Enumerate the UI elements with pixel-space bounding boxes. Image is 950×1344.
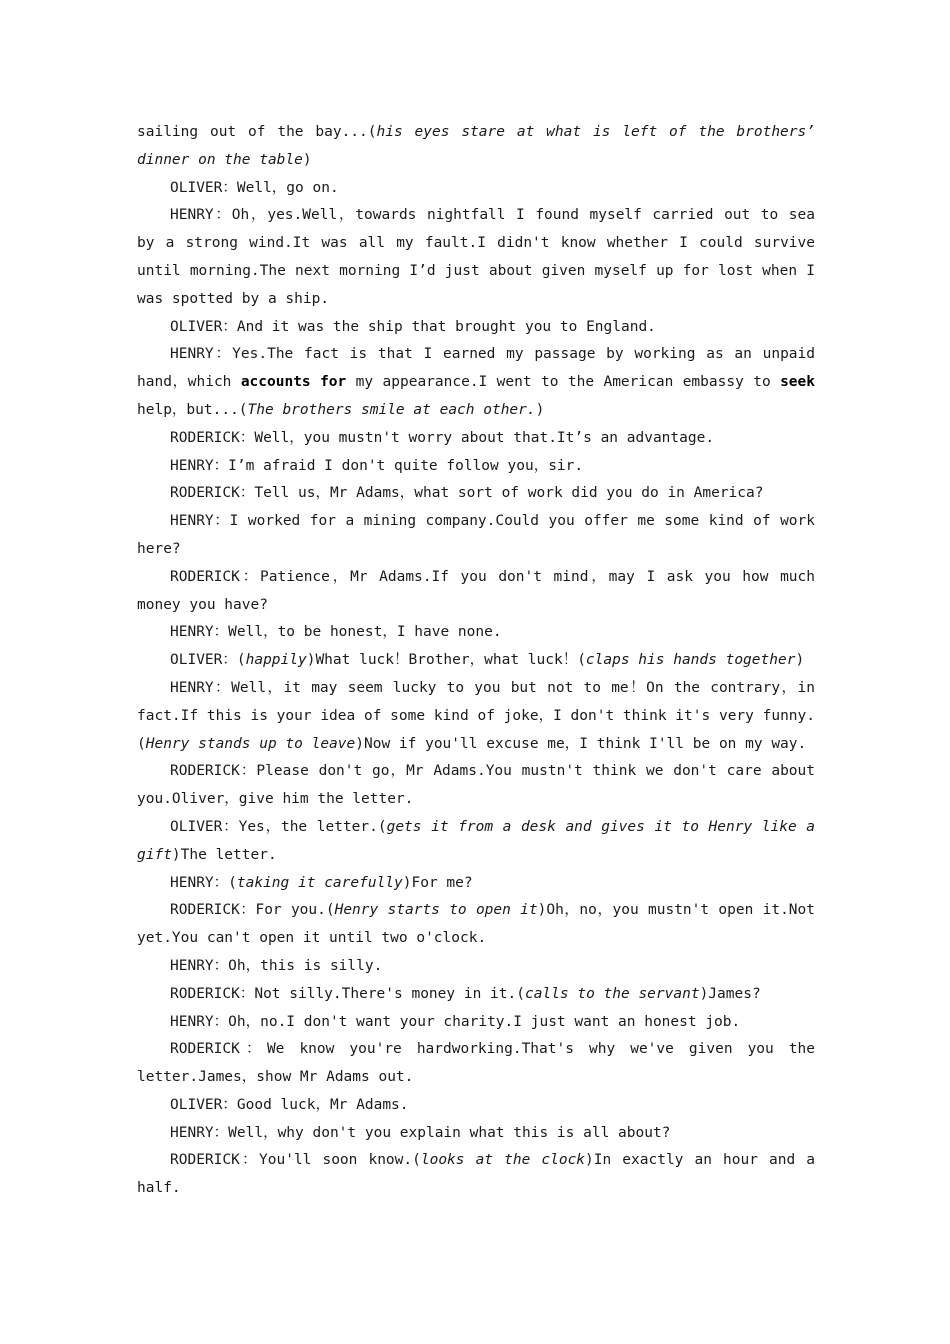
dialogue-text: OLIVER：Well，go on. bbox=[170, 179, 339, 196]
stage-direction: his eyes stare at what is left of the brothers’ dinner on the table bbox=[137, 124, 815, 168]
dialogue-paragraph bbox=[137, 119, 815, 175]
stage-direction: looks at the clock bbox=[420, 1152, 586, 1169]
dialogue-text: ) bbox=[302, 151, 312, 168]
stage-direction: Henry starts to open it bbox=[334, 902, 538, 919]
dialogue-text: )What luck！Brother，what luck！( bbox=[306, 652, 586, 669]
dialogue-text: )James? bbox=[699, 985, 761, 1002]
dialogue-paragraph bbox=[137, 1147, 815, 1203]
dialogue-paragraph bbox=[137, 480, 815, 508]
dialogue-text: RODERICK：For you.( bbox=[170, 902, 335, 919]
dialogue-paragraph bbox=[137, 1009, 815, 1037]
dialogue-paragraph bbox=[137, 897, 815, 953]
stage-direction: Henry stands up to leave bbox=[145, 735, 356, 752]
dialogue-paragraph bbox=[137, 870, 815, 898]
dialogue-text: HENRY：Well，why don't you explain what this is all about? bbox=[170, 1124, 671, 1141]
dialogue-paragraph bbox=[137, 675, 815, 758]
dialogue-paragraph bbox=[137, 953, 815, 981]
dialogue-text: RODERICK：Not silly.There's money in it.( bbox=[170, 985, 525, 1002]
stage-direction: calls to the servant bbox=[524, 985, 700, 1002]
dialogue-paragraph bbox=[137, 425, 815, 453]
dialogue-paragraph bbox=[137, 175, 815, 203]
dialogue-text: HENRY：( bbox=[170, 874, 237, 891]
dialogue-text: my appearance.I went to the American embassy to bbox=[346, 374, 781, 391]
dialogue-paragraph bbox=[137, 341, 815, 424]
dialogue-text: RODERICK：Patience，Mr Adams.If you don't mind，may I ask you how much money you have? bbox=[137, 568, 815, 613]
dialogue-text: ) bbox=[535, 401, 545, 418]
dialogue-text: )Oh，no，you mustn't open it.Not yet.You can't open it until two o'clock. bbox=[137, 902, 815, 947]
dialogue-text: RODERICK：You'll soon know.( bbox=[170, 1152, 421, 1169]
dialogue-text: )Now if you'll excuse me，I think I'll be on my way. bbox=[355, 735, 807, 752]
dialogue-paragraph bbox=[137, 1092, 815, 1120]
dialogue-paragraph bbox=[137, 314, 815, 342]
dialogue-text: HENRY：I’m afraid I don't quite follow you，sir. bbox=[170, 457, 584, 474]
dialogue-text: RODERICK：Tell us，Mr Adams，what sort of work did you do in America? bbox=[170, 485, 764, 502]
dialogue-text: HENRY：Oh，this is silly. bbox=[170, 957, 383, 974]
dialogue-text: ) bbox=[795, 652, 805, 669]
dialogue-paragraph bbox=[137, 619, 815, 647]
stage-direction: happily bbox=[245, 652, 307, 669]
dialogue-text: HENRY：Oh，no.I don't want your charity.I just want an honest job. bbox=[170, 1013, 741, 1030]
dialogue-paragraph bbox=[137, 453, 815, 481]
stage-direction: taking it carefully bbox=[236, 874, 403, 891]
dialogue-text: HENRY：Well，it may seem lucky to you but not to me！On the contrary，in fact.If this is your idea of some kind of joke，I don't think it's very funny.( bbox=[137, 679, 815, 752]
dialogue-text: sailing out of the bay...( bbox=[137, 124, 377, 140]
dialogue-text: OLIVER：Yes，the letter.( bbox=[170, 818, 387, 835]
dialogue-text: )For me? bbox=[402, 874, 473, 891]
dialogue-paragraph bbox=[137, 814, 815, 870]
dialogue-text: OLIVER：Good luck，Mr Adams. bbox=[170, 1096, 409, 1113]
stage-direction: claps his hands together bbox=[585, 652, 796, 669]
dialogue-text: RODERICK：Well，you mustn't worry about that.It’s an advantage. bbox=[170, 429, 715, 446]
dialogue-text: HENRY：I worked for a mining company.Could you offer me some kind of work here? bbox=[137, 513, 815, 557]
play-script-text bbox=[137, 119, 815, 1203]
dialogue-text: RODERICK：We know you're hardworking.That's why we've given you the letter.James，show Mr Adams out. bbox=[137, 1041, 815, 1086]
dialogue-text: HENRY：Yes.The fact is that I earned my passage by working as an unpaid hand，which bbox=[137, 346, 815, 391]
stage-direction: The brothers smile at each other. bbox=[247, 401, 536, 418]
dialogue-text: OLIVER：And it was the ship that brought you to England. bbox=[170, 318, 656, 335]
dialogue-paragraph bbox=[137, 564, 815, 620]
dialogue-paragraph bbox=[137, 758, 815, 814]
dialogue-paragraph bbox=[137, 1120, 815, 1148]
dialogue-paragraph bbox=[137, 202, 815, 313]
dialogue-text: OLIVER：( bbox=[170, 652, 246, 669]
dialogue-text: HENRY：Well，to be honest，I have none. bbox=[170, 624, 502, 641]
stage-direction: gets it from a desk and gives it to Henry like a gift bbox=[137, 818, 815, 863]
dialogue-text: )In exactly an hour and a half. bbox=[137, 1152, 815, 1197]
dialogue-paragraph bbox=[137, 508, 815, 564]
dialogue-paragraph bbox=[137, 647, 815, 675]
dialogue-paragraph bbox=[137, 1036, 815, 1092]
bold-phrase: seek bbox=[780, 374, 815, 391]
bold-phrase: accounts for bbox=[240, 374, 347, 391]
dialogue-text: RODERICK：Please don't go，Mr Adams.You mustn't think we don't care about you.Oliver，give him the letter. bbox=[137, 763, 815, 808]
dialogue-text: HENRY：Oh，yes.Well，towards nightfall I found myself carried out to sea by a strong wind.It was all my fault.I didn't know whether I could survive until morning.The next morning I’d just about given myself up for lost when I was spotted by a ship. bbox=[137, 207, 815, 307]
dialogue-text: )The letter. bbox=[171, 846, 277, 863]
dialogue-paragraph bbox=[137, 981, 815, 1009]
dialogue-text: help，but...( bbox=[137, 401, 248, 418]
